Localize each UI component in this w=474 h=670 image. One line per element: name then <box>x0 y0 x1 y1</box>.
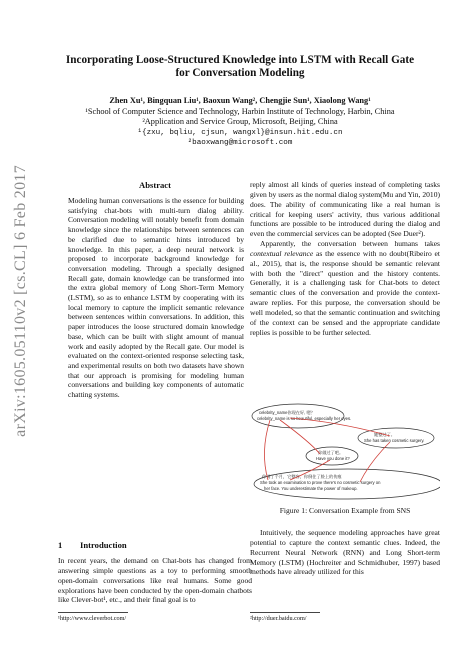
right-paragraph-3: Intuitively, the sequence modeling approaches have great potential to capture the context semantic clues. Indeed, the Recurrent Neural Network (RNN) and Long Short-term Memory (LSTM) (Hochreiter and Schmidhuber, 1997) based methods have already utilized for this <box>250 528 440 577</box>
relation-arrow-4 <box>264 420 270 480</box>
bubble-4-line-1: 你别了个月，它整容，你倒住了脸上的伤痕 <box>262 474 342 479</box>
right-column-top <box>250 180 440 338</box>
abstract-heading: Abstract <box>139 180 171 190</box>
paper-title <box>40 54 440 80</box>
author-block <box>40 96 440 149</box>
footnote-rule-right <box>250 612 320 613</box>
affiliation-1: ¹School of Computer Science and Technology, Harbin Institute of Technology, Harbin, China <box>85 106 395 116</box>
bubble-2-line-2: She has taken cosmetic surgery. <box>364 438 425 443</box>
right-paragraph-2 <box>250 239 440 337</box>
section-number: 1 <box>58 540 63 550</box>
bubble-1-line-2: celebrity_name is so beautiful, especially her eyes. <box>257 416 352 421</box>
arxiv-identifier: arXiv:1605.05110v2 [cs.CL] 6 Feb 2017 <box>12 165 29 437</box>
affiliation-2: ²Application and Service Group, Microsoft, Beijing, China <box>142 117 338 127</box>
email-1: ¹{zxu, bqliu, cjsun, wangxl}@insun.hit.edu.cn <box>137 128 343 137</box>
bubble-3-line-2: Have you done it? <box>316 456 350 461</box>
footnote-1: ¹http://www.cleverbot.com/ <box>58 615 127 622</box>
bubble-3-line-1: 你做过了吧。 <box>318 450 344 455</box>
right-paragraph-1: reply almost all kinds of queries instead of completing tasks given by users as the normal dialog system(Mu and Yin, 2010) does. The ability of communicating like a real human is critical for keeping users' activity, thus various additional functions are possible to be introduced during the dialog and even the commercial services can be adopted (See Duer²). <box>250 180 440 239</box>
bubble-4-line-3: her face. You underestimate the power of makeup. <box>264 486 358 491</box>
right-paragraph-2-emphasis: contextual relevance <box>250 248 314 258</box>
footnote-rule-left <box>58 612 128 613</box>
bubble-2-line-1: 她整过了。 <box>374 432 395 437</box>
title-line-2: for Conversation Modeling <box>175 67 305 79</box>
right-paragraph-2-a: Apparently, the conversation between humans takes <box>260 239 440 249</box>
right-column-bottom <box>250 528 440 577</box>
section-title: Introduction <box>80 540 127 550</box>
section-heading <box>58 540 127 550</box>
bubble-1-line-1: celebrity_name你现在好, 嗯？ <box>259 410 315 415</box>
author-names: Zhen Xu¹, Bingquan Liu¹, Baoxun Wang², Chengjie Sun¹, Xiaolong Wang¹ <box>109 96 371 105</box>
bubble-4-line-2: She took an examination to prove there's no cosmetic surgery on <box>260 480 381 485</box>
abstract-body: Modeling human conversations is the essence for building satisfying chat-bots with multi-turn dialog ability. Conversation modeling will notably benefit from domain knowledge since the relationships between sentences can be clarified due to semantic hints introduced by knowledge. In this paper, a deep neural network is proposed to incorporate background knowledge for conversation modeling. Through a specially designed Recall gate, domain knowledge can be transformed into the extra global memory of Long Short-Term Memory (LSTM), so as to enhance LSTM by cooperating with its local memory to capture the implicit semantic relevance between sentences within conversations. In addition, this paper introduces the loose structured domain knowledge base, which can be built with slight amount of manual work and easily adopted by the Recall gate. Our model is evaluated on the context-oriented response selecting task, and experimental results on both two datasets have shown that our approach is promising for modeling human conversations and building key components of automatic chatting systems. <box>68 196 244 400</box>
email-2: ²baoxwang@microsoft.com <box>187 139 293 148</box>
footnote-2: ²http://duer.baidu.com/ <box>250 615 307 622</box>
right-paragraph-2-b: as the essence with no doubt(Ribeiro et al., 2015), that is, the response should be semantic relevant with both the "direct" question and the history contents. Generally, it is a challenging task for Chat-bots to detect semantic clues of the conversation and provide the context-aware replies. For this purpose, the conversation should be well modeled, so that the semantic continuation and switching of the context can be sensed and the appropriate candidate replies is possible to be further selected. <box>250 248 440 337</box>
conversation-figure <box>250 402 440 502</box>
figure-caption: Figure 1: Conversation Example from SNS <box>279 506 411 515</box>
intro-paragraph: In recent years, the demand on Chat-bots has changed from answering simple questions as a toy to performing smooth open-domain conversations like real humans. Some good explorations have been conducted by the open-domain chatbots like Clever-bot¹, etc., and their final goal is to <box>58 556 252 605</box>
title-line-1: Incorporating Loose-Structured Knowledge into LSTM with Recall Gate <box>65 54 415 66</box>
